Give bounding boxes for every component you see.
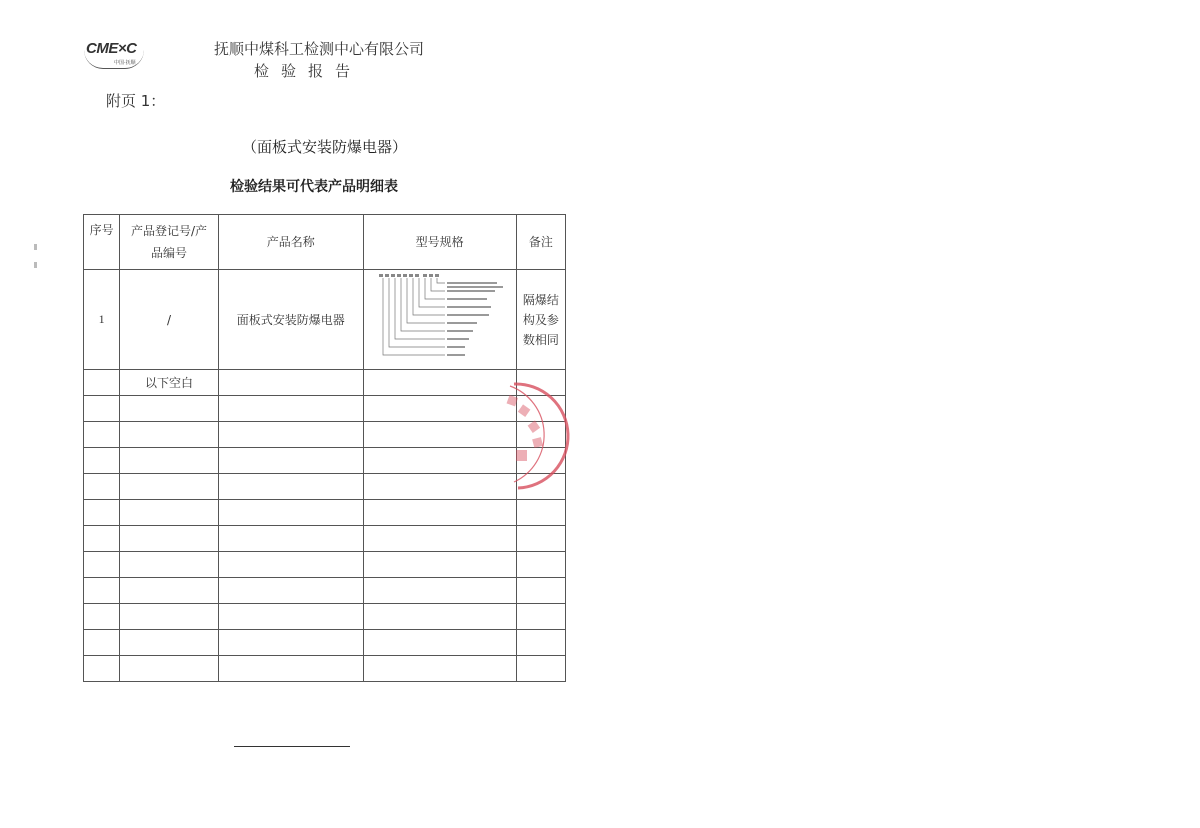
logo-text: CME×C [86,40,137,57]
row-seq: 1 [84,270,120,370]
signature-line [234,746,350,747]
table-title: 检验结果可代表产品明细表 [230,179,398,195]
row-product-name: 面板式安装防爆电器 [218,270,363,370]
table-row [84,604,566,630]
blank-below-label: 以下空白 [120,370,219,396]
table-row [84,474,566,500]
header-product-name: 产品名称 [218,215,363,270]
attachment-label: 附页 1： [106,92,166,110]
table-row [84,578,566,604]
table-row [84,396,566,422]
table-row [84,656,566,682]
header-seq: 序号 [84,215,120,270]
logo [84,38,164,70]
report-title: 检验报告 [254,62,363,80]
row-model-diagram [363,270,516,370]
table-row [84,500,566,526]
table-header-row [84,215,566,270]
table-row [84,552,566,578]
organization-name: 抚顺中煤科工检测中心有限公司 [214,40,425,58]
product-category-subtitle: （面板式安装防爆电器） [242,138,408,156]
model-code-diagram [375,272,505,364]
product-detail-table [83,214,566,682]
header-note: 备注 [516,215,565,270]
header-model: 型号规格 [363,215,516,270]
header-reg-no: 产品登记号/产品编号 [120,215,219,270]
logo-subtext: 中国·抚顺 [114,60,136,66]
table-row [84,422,566,448]
margin-mark [34,262,37,268]
row-reg-no: / [120,270,219,370]
table-row [84,270,566,370]
table-row [84,370,566,396]
table-row [84,448,566,474]
table-row [84,526,566,552]
table-row [84,630,566,656]
margin-mark [34,244,37,250]
row-note: 隔爆结构及参数相同 [516,270,565,370]
